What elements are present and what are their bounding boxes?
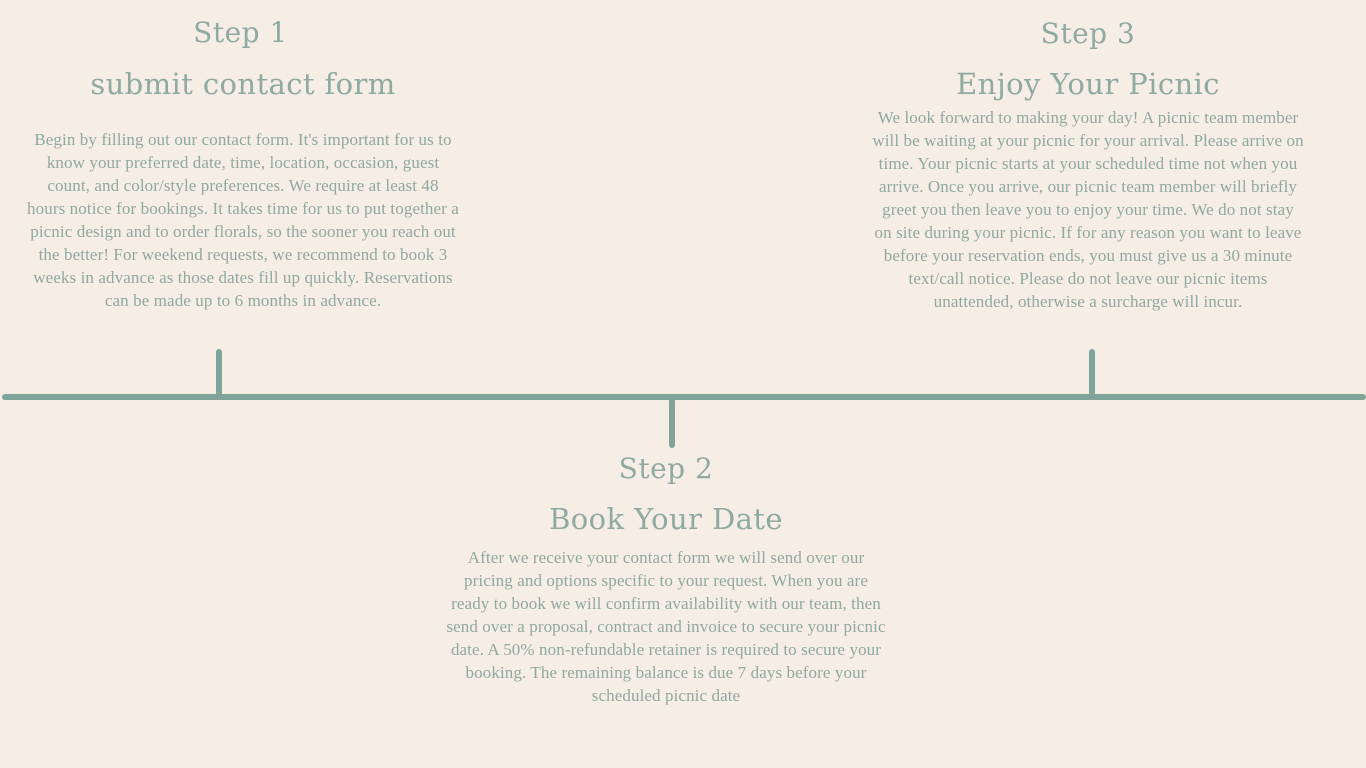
step-3-number: Step 3 <box>1040 17 1136 50</box>
step-1-title: submit contact form <box>90 66 396 101</box>
step-3-card <box>872 19 1304 313</box>
timeline-marker-step-3 <box>1089 349 1095 396</box>
step-3-description: We look forward to making your day! A picnic team member will be waiting at your picnic for your arrival. Please arrive on time. Your picnic starts at your scheduled time not when you arrive. Once you arrive, our picnic team member will briefly greet you then leave you to enjoy your time. We do not stay on site during your picnic. If for any reason you want to leave before your reservation ends, you must give us a 30 minute text/call notice. Please do not leave our picnic items unattended, otherwise a surcharge will incur. <box>872 107 1304 311</box>
timeline-marker-step-1 <box>216 349 222 396</box>
step-2-number: Step 2 <box>618 452 714 485</box>
timeline-line <box>2 394 1366 400</box>
timeline-marker-step-2 <box>669 398 675 448</box>
step-3-title: Enjoy Your Picnic <box>956 66 1220 101</box>
step-1-number: Step 1 <box>193 16 288 49</box>
step-1-card <box>27 18 459 312</box>
step-2-description: After we receive your contact form we will send over our pricing and options specific to your request. When you are ready to book we will confirm availability with our team, then send over a proposal, contract and invoice to secure your picnic date. A 50% non-refundable retainer is required to secure your booking. The remaining balance is due 7 days before your scheduled picnic date <box>446 547 886 705</box>
step-1-description: Begin by filling out our contact form. It's important for us to know your preferred date, time, location, occasion, guest count, and color/style preferences. We require at least 48 hours notice for bookings. It takes time for us to put together a picnic design and to order florals, so the sooner you reach out the better! For weekend requests, we recommend to book 3 weeks in advance as those dates fill up quickly. Reservations can be made up to 6 months in advance. <box>27 129 459 310</box>
step-2-card <box>446 454 886 707</box>
step-2-title: Book Your Date <box>549 501 783 536</box>
